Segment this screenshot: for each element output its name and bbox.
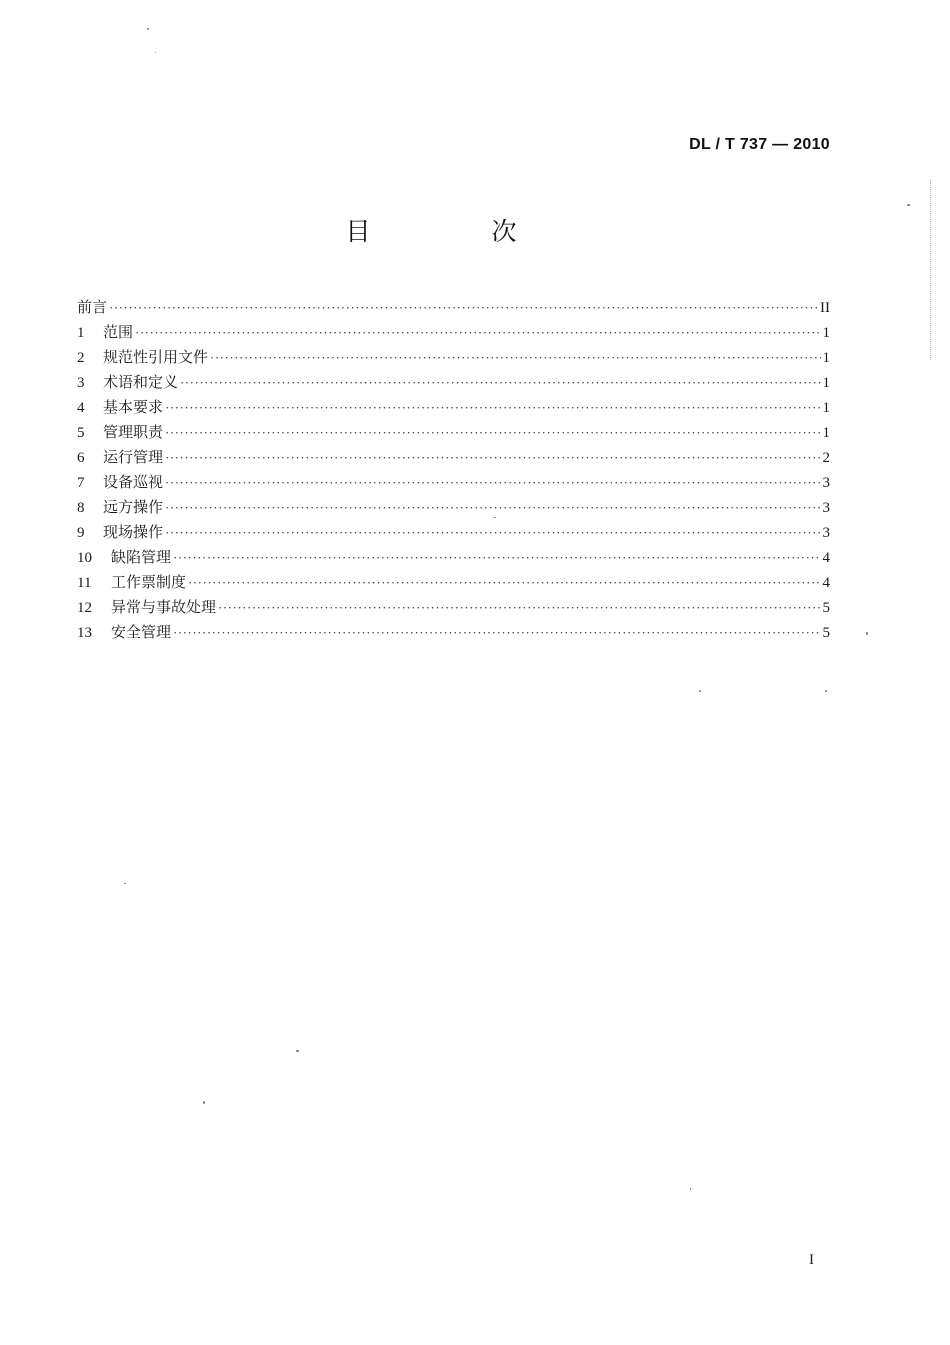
toc-entry-page: 1 xyxy=(822,325,830,341)
toc-entry-number: 5 xyxy=(77,425,85,441)
toc-leader-dots xyxy=(173,545,820,570)
toc-entry-9[interactable] xyxy=(77,520,830,545)
toc-entry-page: 1 xyxy=(822,425,830,441)
scan-speck xyxy=(690,1188,691,1190)
toc-entry-page: 4 xyxy=(822,575,830,591)
scan-speck xyxy=(155,52,156,53)
scan-edge-artifact xyxy=(930,180,932,360)
scan-speck xyxy=(124,883,126,884)
toc-entry-page: 1 xyxy=(822,350,830,366)
toc-entry-11[interactable] xyxy=(77,570,830,595)
toc-leader-dots xyxy=(188,570,820,595)
toc-entry-number: 11 xyxy=(77,575,92,591)
toc-entry-label: 工作票制度 xyxy=(111,573,187,591)
toc-entry-number: 3 xyxy=(77,375,85,391)
toc-leader-dots xyxy=(165,395,820,420)
toc-entry-label: 基本要求 xyxy=(103,398,164,416)
toc-entry-label: 术语和定义 xyxy=(103,373,179,391)
toc-entry-number: 4 xyxy=(77,400,85,416)
scan-speck xyxy=(907,204,910,206)
standard-number: DL / T 737 — 2010 xyxy=(689,136,830,153)
toc-entry-page: 3 xyxy=(822,475,830,491)
toc-entry-1[interactable] xyxy=(77,320,830,345)
toc-entry-label: 前言 xyxy=(77,298,108,316)
toc-entry-number: 9 xyxy=(77,525,85,541)
page-number: I xyxy=(809,1252,814,1268)
scan-speck xyxy=(147,28,149,30)
toc-entry-label: 规范性引用文件 xyxy=(103,348,209,366)
toc-entry-page: II xyxy=(820,300,830,316)
toc-entry-page: 3 xyxy=(822,525,830,541)
toc-entry-label: 远方操作 xyxy=(103,498,164,516)
toc-entry-number: 2 xyxy=(77,350,85,366)
toc-entry-label: 异常与事故处理 xyxy=(111,598,217,616)
toc-entry-number: 8 xyxy=(77,500,85,516)
toc-leader-dots xyxy=(210,345,820,370)
toc-entry-number: 10 xyxy=(77,550,92,566)
scan-speck xyxy=(866,632,868,635)
toc-entry-label: 运行管理 xyxy=(103,448,164,466)
toc-leader-dots xyxy=(165,495,820,520)
toc-leader-dots xyxy=(180,370,820,395)
toc-leader-dots xyxy=(165,470,820,495)
toc-entry-7[interactable] xyxy=(77,470,830,495)
toc-entry-5[interactable] xyxy=(77,420,830,445)
toc-entry-label: 安全管理 xyxy=(111,623,172,641)
toc-entry-6[interactable] xyxy=(77,445,830,470)
toc-leader-dots xyxy=(109,295,818,320)
scan-speck xyxy=(825,690,827,692)
toc-entry-label: 缺陷管理 xyxy=(111,548,172,566)
table-of-contents xyxy=(77,295,830,645)
scan-speck xyxy=(699,690,701,692)
toc-entry-page: 4 xyxy=(822,550,830,566)
toc-entry-13[interactable] xyxy=(77,620,830,645)
toc-entry-2[interactable] xyxy=(77,345,830,370)
toc-entry-label: 管理职责 xyxy=(103,423,164,441)
toc-leader-dots xyxy=(165,520,820,545)
toc-leader-dots xyxy=(218,595,820,620)
toc-entry-number: 12 xyxy=(77,600,92,616)
scan-speck xyxy=(494,517,496,518)
toc-entry-page: 1 xyxy=(822,400,830,416)
toc-leader-dots xyxy=(165,420,820,445)
toc-entry-label: 现场操作 xyxy=(103,523,164,541)
toc-entry-page: 1 xyxy=(822,375,830,391)
toc-leader-dots xyxy=(173,620,820,645)
toc-entry-page: 5 xyxy=(822,600,830,616)
toc-entry-page: 5 xyxy=(822,625,830,641)
toc-entry-number: 1 xyxy=(77,325,85,341)
toc-leader-dots xyxy=(165,445,820,470)
toc-title: 目 次 xyxy=(345,217,565,246)
toc-leader-dots xyxy=(135,320,820,345)
toc-entry-10[interactable] xyxy=(77,545,830,570)
toc-entry-number: 7 xyxy=(77,475,85,491)
toc-entry-number: 6 xyxy=(77,450,85,466)
toc-entry-page: 2 xyxy=(822,450,830,466)
scan-speck xyxy=(203,1101,205,1104)
toc-entry-label: 设备巡视 xyxy=(103,473,164,491)
toc-entry-3[interactable] xyxy=(77,370,830,395)
toc-entry-label: 范围 xyxy=(103,323,134,341)
toc-entry-8[interactable] xyxy=(77,495,830,520)
toc-entry-12[interactable] xyxy=(77,595,830,620)
scan-speck xyxy=(296,1050,299,1052)
toc-entry-page: 3 xyxy=(822,500,830,516)
toc-entry-4[interactable] xyxy=(77,395,830,420)
toc-entry-number: 13 xyxy=(77,625,92,641)
toc-entry-foreword[interactable] xyxy=(77,295,830,320)
